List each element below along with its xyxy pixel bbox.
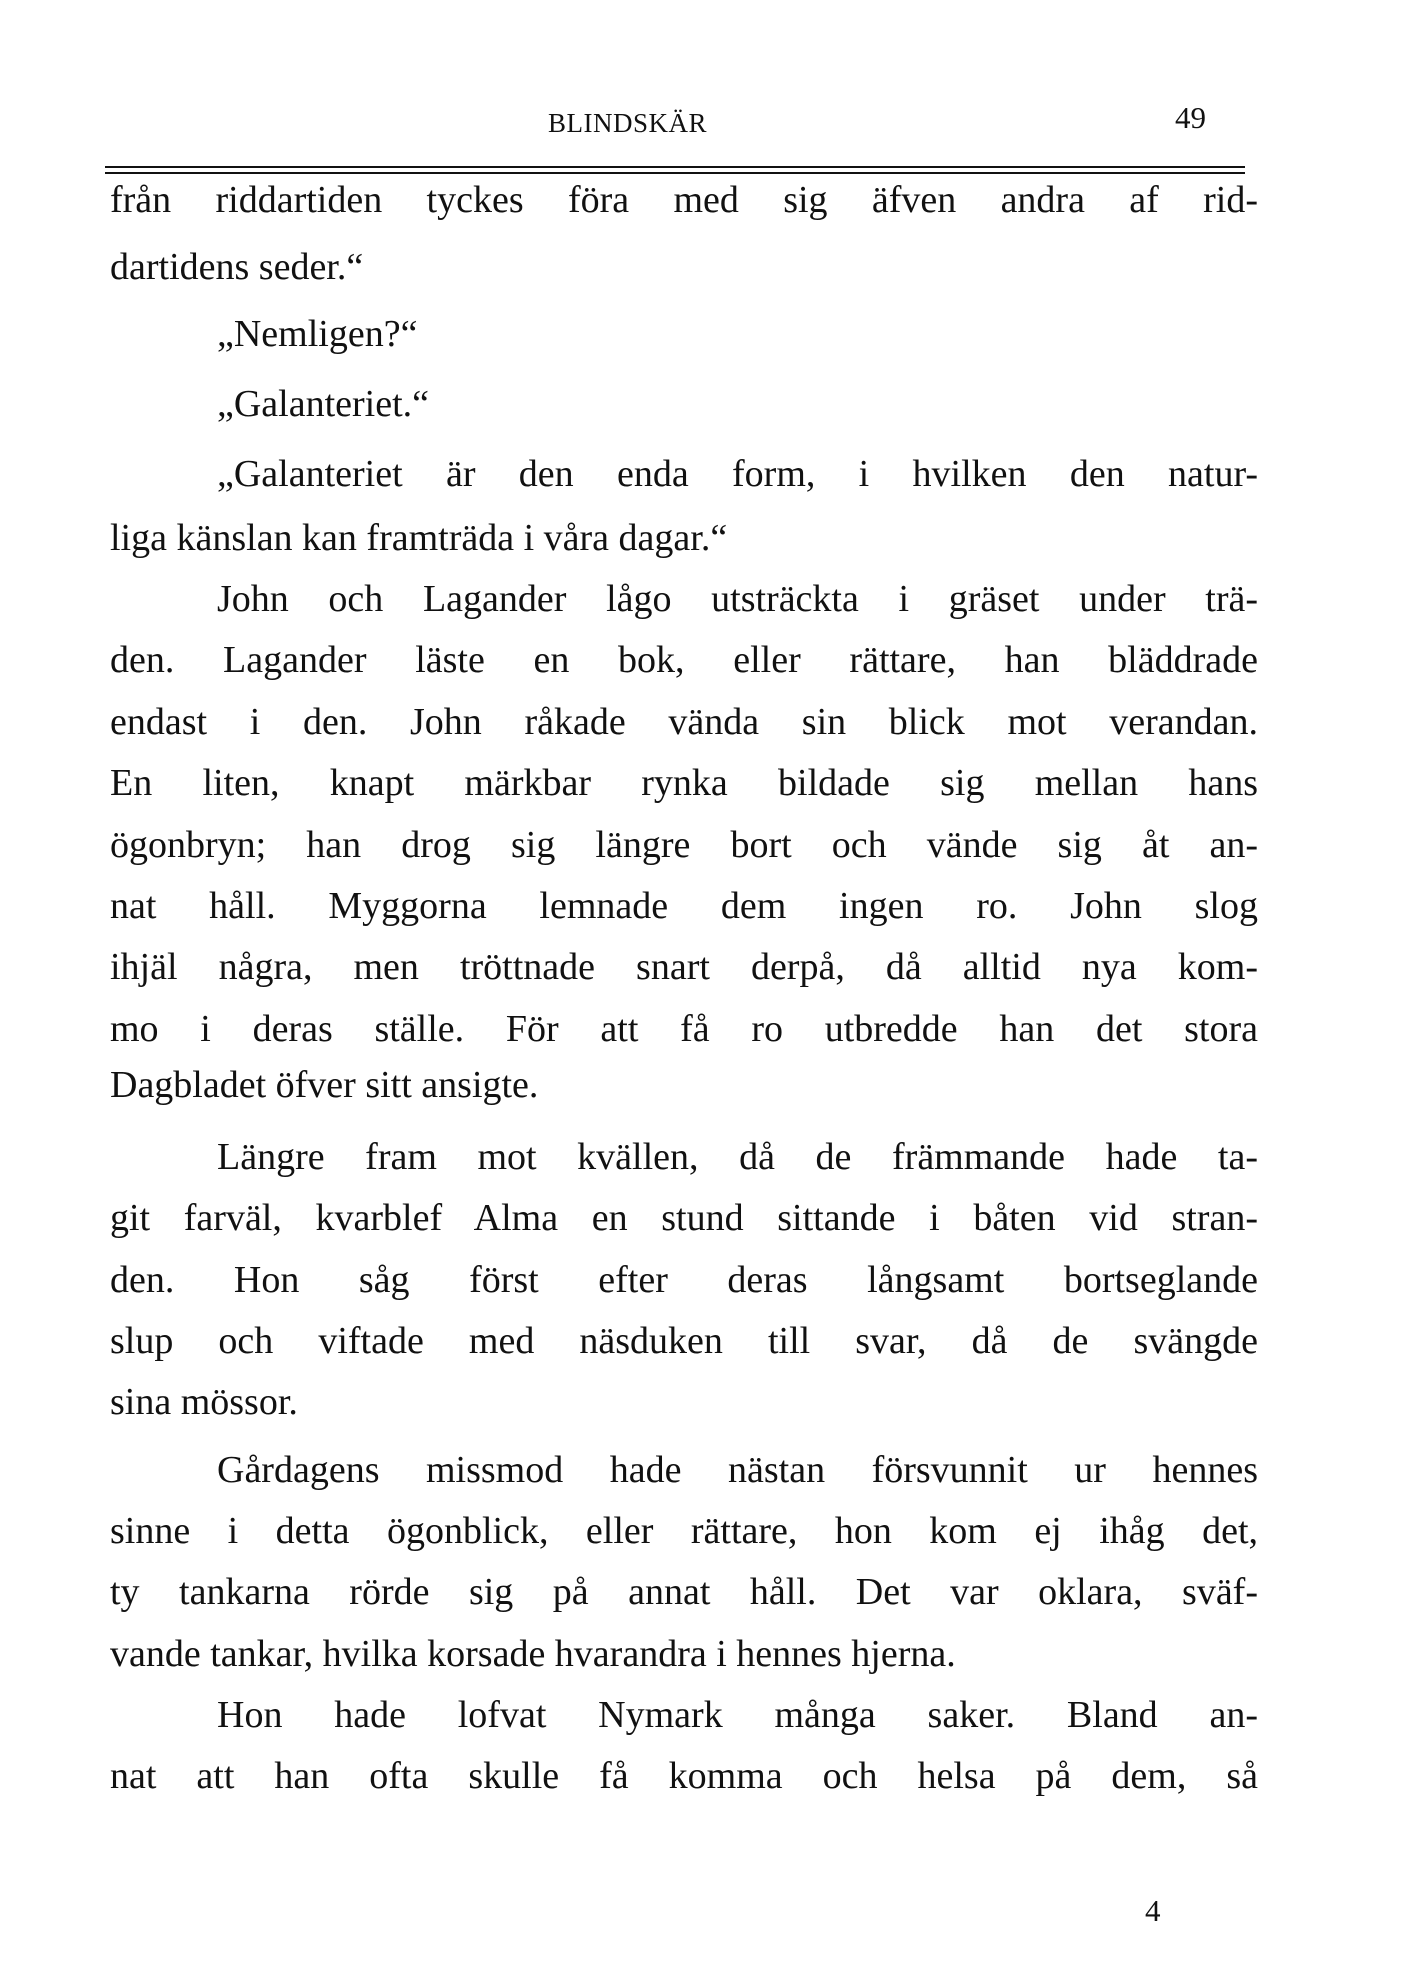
text-line: endast i den. John råkade vända sin blick mot verandan. xyxy=(110,701,1258,743)
text-line: Gårdagens missmod hade nästan försvunnit ur hennes xyxy=(217,1449,1258,1491)
text-line: slup och viftade med näsduken till svar, då de svängde xyxy=(110,1320,1258,1362)
text-line: Hon hade lofvat Nymark många saker. Bland an- xyxy=(217,1694,1258,1736)
text-line: ögonbryn; han drog sig längre bort och vände sig åt an- xyxy=(110,824,1258,866)
text-line: vande tankar, hvilka korsade hvarandra i hennes hjerna. xyxy=(110,1633,956,1675)
text-line: mo i deras ställe. För att få ro utbredde han det stora xyxy=(110,1008,1258,1050)
page-number: 49 xyxy=(1175,100,1206,135)
text-line: ihjäl några, men tröttnade snart derpå, då alltid nya kom- xyxy=(110,946,1258,988)
text-line: den. Hon såg först efter deras långsamt bortseglande xyxy=(110,1259,1258,1301)
header-rule-bottom xyxy=(105,172,1245,174)
text-line: från riddartiden tyckes föra med sig äfven andra af rid- xyxy=(110,179,1258,221)
text-line: git farväl, kvarblef Alma en stund sittande i båten vid stran- xyxy=(110,1197,1258,1239)
running-title: BLINDSKÄR xyxy=(548,108,708,138)
text-line: „Galanteriet är den enda form, i hvilken den natur- xyxy=(217,453,1258,495)
text-line: liga känslan kan framträda i våra dagar.“ xyxy=(110,517,728,559)
text-line: nat håll. Myggorna lemnade dem ingen ro. John slog xyxy=(110,885,1258,927)
text-line: John och Lagander lågo utsträckta i gräset under trä- xyxy=(217,578,1258,620)
text-line: „Galanteriet.“ xyxy=(217,383,430,425)
signature-mark: 4 xyxy=(1145,1893,1161,1928)
text-line: dartidens seder.“ xyxy=(110,246,364,288)
text-line: sinne i detta ögonblick, eller rättare, hon kom ej ihåg det, xyxy=(110,1510,1258,1552)
text-line: Dagbladet öfver sitt ansigte. xyxy=(110,1064,539,1106)
text-line: En liten, knapt märkbar rynka bildade sig mellan hans xyxy=(110,762,1258,804)
text-line: „Nemligen?“ xyxy=(217,313,418,355)
text-line: ty tankarna rörde sig på annat håll. Det var oklara, sväf- xyxy=(110,1571,1258,1613)
text-line: nat att han ofta skulle få komma och helsa på dem, så xyxy=(110,1755,1258,1797)
text-line: sina mössor. xyxy=(110,1381,298,1423)
header-rule-top xyxy=(105,166,1245,168)
text-line: den. Lagander läste en bok, eller rättare, han bläddrade xyxy=(110,639,1258,681)
text-line: Längre fram mot kvällen, då de främmande hade ta- xyxy=(217,1136,1258,1178)
